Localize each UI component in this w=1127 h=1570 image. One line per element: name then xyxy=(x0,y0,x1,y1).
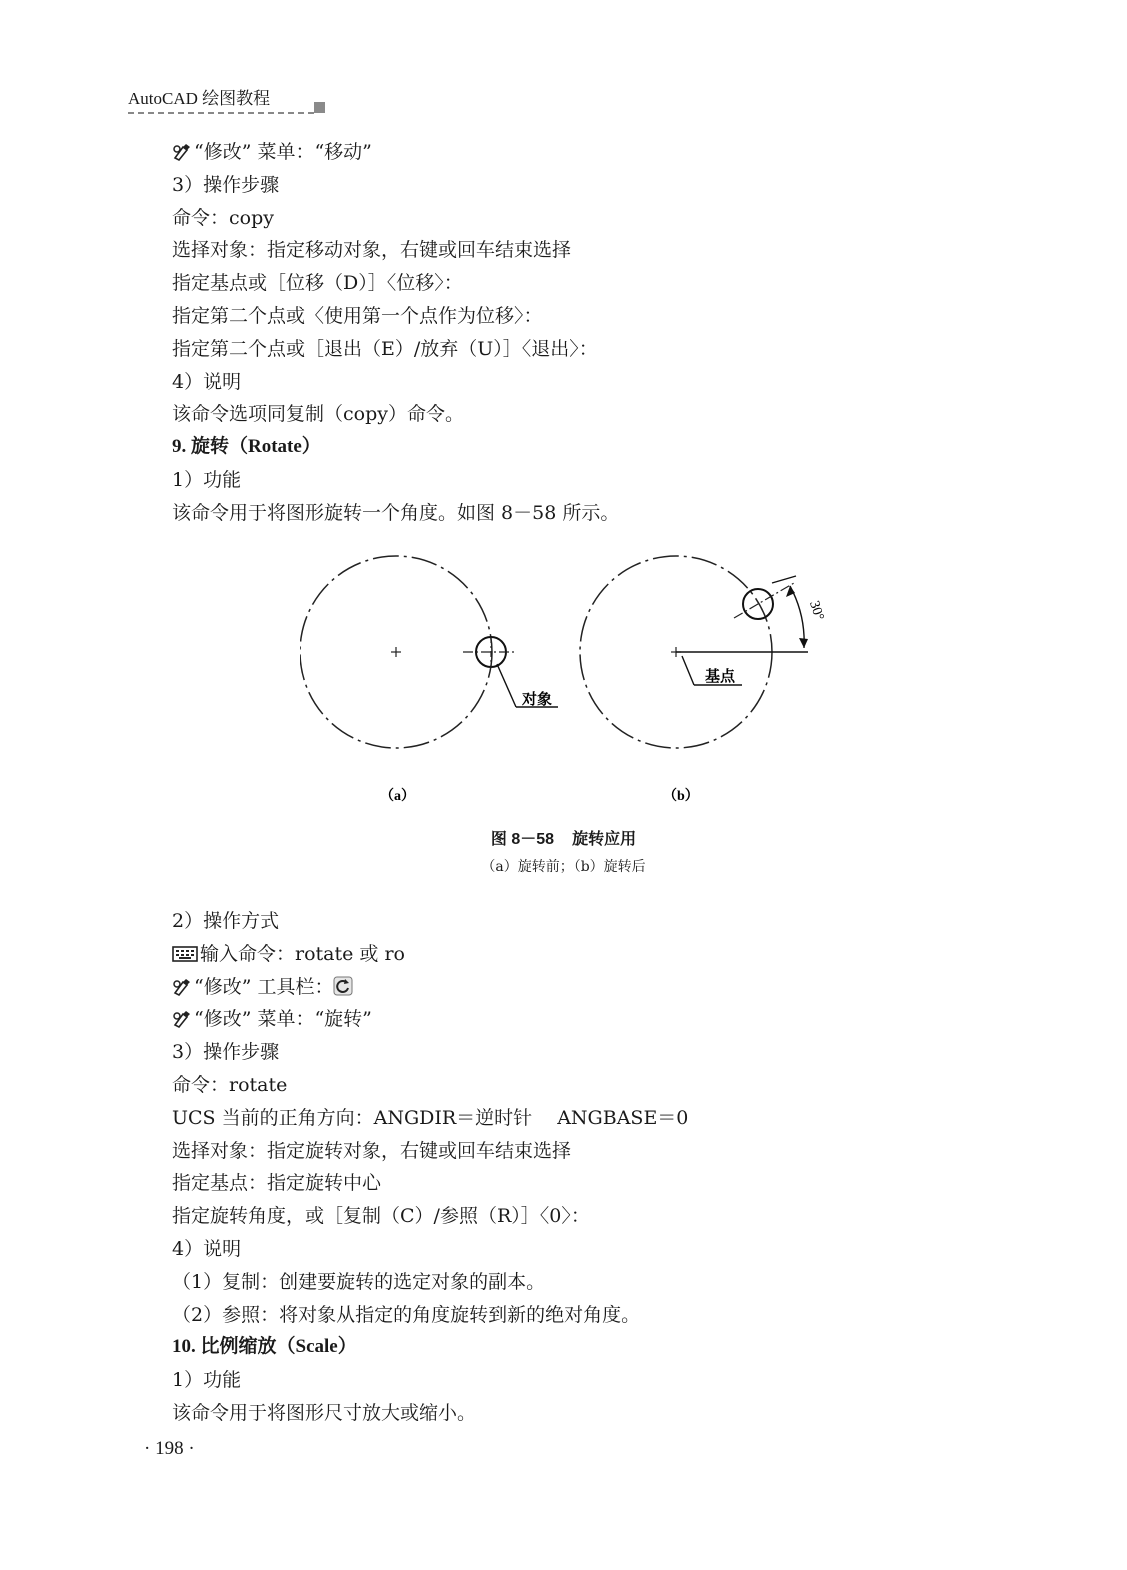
figure-a xyxy=(300,556,558,804)
text-line: 指定基点：指定旋转中心 xyxy=(172,1172,382,1195)
figure-subcaption: （a）旋转前；（b）旋转后 xyxy=(481,859,646,875)
text-line: 指定基点或［位移（D）］〈位移〉： xyxy=(172,272,463,295)
text-line: 1）功能 xyxy=(172,468,242,491)
subfig-a-label: （a） xyxy=(380,789,415,804)
figure-number: 图 8－58 xyxy=(490,831,555,848)
text-line: 3）操作步骤 xyxy=(172,1041,280,1064)
text-line: 输入命令：rotate 或 ro xyxy=(172,938,812,971)
text-line: 该命令选项同复制（copy）命令。 xyxy=(172,403,464,426)
tool-menu-icon xyxy=(172,139,192,172)
text-line: （2）参照：将对象从指定的角度旋转到新的绝对角度。 xyxy=(172,1303,641,1326)
text-line: “修改” 菜单：“移动” xyxy=(172,136,812,169)
tool-menu-icon xyxy=(172,1006,192,1039)
text-line: 命令：copy xyxy=(172,206,274,229)
rotate-tool-icon xyxy=(333,974,353,1007)
text-line: “修改” 菜单：“旋转” xyxy=(172,1003,812,1036)
text-line: 命令：rotate xyxy=(172,1073,288,1096)
text-block-1 xyxy=(172,136,812,530)
text-line: 指定第二个点或〈使用第一个点作为位移〉： xyxy=(172,304,543,327)
section-heading: 10. 比例缩放（Scale） xyxy=(172,1336,357,1358)
text-line: 指定旋转角度，或［复制（C）/参照（R）］〈0〉： xyxy=(172,1205,590,1228)
text-block-2 xyxy=(172,905,812,1430)
object-label: 对象 xyxy=(522,691,553,708)
text-line: 4）说明 xyxy=(172,1237,242,1260)
section-heading: 9. 旋转（Rotate） xyxy=(172,436,321,458)
base-point-label: 基点 xyxy=(705,668,736,685)
text-line: UCS 当前的正角方向：ANGDIR＝逆时针 ANGBASE＝0 xyxy=(172,1106,689,1129)
text-line: “修改” 工具栏： xyxy=(172,971,812,1004)
text-line: 选择对象：指定旋转对象，右键或回车结束选择 xyxy=(172,1139,572,1162)
subfig-b-label: （b） xyxy=(663,789,699,804)
text-line: 2）操作方式 xyxy=(172,910,280,932)
page-number: · 198 · xyxy=(144,1438,195,1459)
angle-label: 30° xyxy=(806,599,827,623)
keyboard-icon xyxy=(172,941,198,974)
text-line: 该命令用于将图形旋转一个角度。如图 8－58 所示。 xyxy=(172,501,620,524)
running-header xyxy=(128,84,328,118)
text-line: 选择对象：指定移动对象，右键或回车结束选择 xyxy=(172,239,572,262)
text-line: 1）功能 xyxy=(172,1369,242,1392)
text-line: 4）说明 xyxy=(172,370,242,393)
rotate-figure xyxy=(300,552,828,808)
header-title: AutoCAD 绘图教程 xyxy=(128,89,271,108)
figure-caption xyxy=(0,826,1127,849)
header-dashed-rule xyxy=(128,112,314,114)
figure-title: 旋转应用 xyxy=(572,831,637,848)
text-line: 3）操作步骤 xyxy=(172,173,280,196)
text-line: （1）复制：创建要旋转的选定对象的副本。 xyxy=(172,1270,546,1293)
text-line: 该命令用于将图形尺寸放大或缩小。 xyxy=(172,1401,477,1424)
tool-menu-icon xyxy=(172,974,192,1007)
text-line: 指定第二个点或［退出（E）/放弃（U）］〈退出〉： xyxy=(172,337,598,360)
header-square-mark xyxy=(314,102,325,113)
figure-b xyxy=(580,556,826,804)
